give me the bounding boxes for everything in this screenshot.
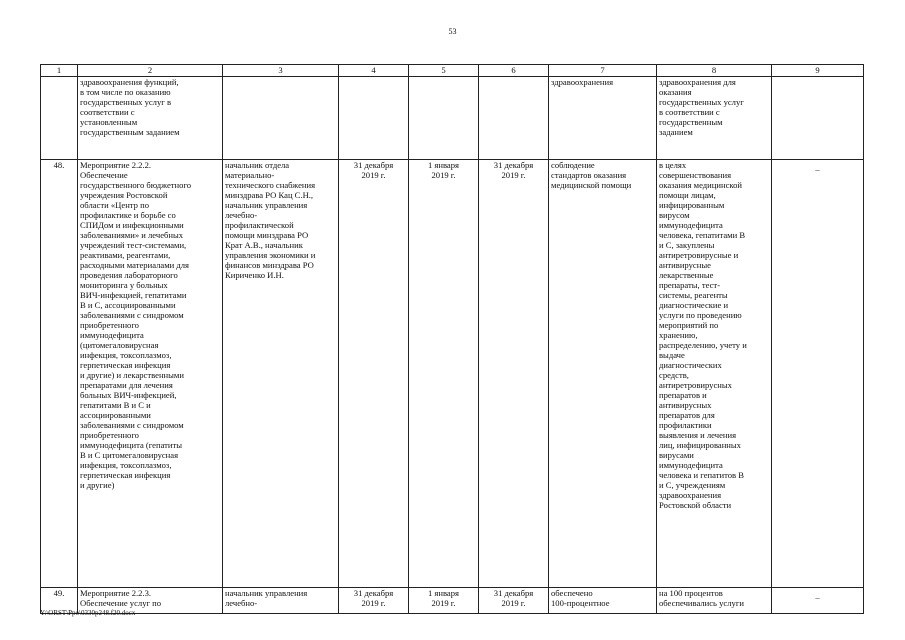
planned-result-cell: обеспечено 100-процентное [549, 588, 657, 614]
program-table [40, 64, 864, 614]
end-date-cell: 31 декабря 2019 г. [479, 160, 549, 588]
column-header: 2 [78, 65, 223, 77]
actual-result-cell: здравоохранения для оказания государственных услуг в соответствии с государственным заданием [657, 77, 772, 160]
column-header: 4 [339, 65, 409, 77]
column-header: 1 [41, 65, 78, 77]
start-date-cell: 1 января 2019 г. [409, 160, 479, 588]
column-header: 3 [223, 65, 339, 77]
responsible-cell: начальник отдела материально- технического снабжения минздрава РО Кац С.Н., начальник управления лечебно- профилактической помощи минздрава РО Крат А.В., начальник управления экономики и финансов минздрава РО Кириченко И.Н. [223, 160, 339, 588]
responsible-cell: начальник управления лечебно- [223, 588, 339, 614]
plan-date-cell: 31 декабря 2019 г. [339, 588, 409, 614]
start-date-cell: 1 января 2019 г. [409, 588, 479, 614]
plan-date-cell [339, 77, 409, 160]
end-date-cell: 31 декабря 2019 г. [479, 588, 549, 614]
reason-cell [772, 77, 864, 160]
reason-cell: – [772, 588, 864, 614]
row-number-cell: 48. [41, 160, 78, 588]
table-row [41, 588, 864, 614]
reason-cell: – [772, 160, 864, 588]
column-number-row [41, 65, 864, 77]
start-date-cell [409, 77, 479, 160]
page-number: 53 [448, 27, 457, 36]
event-name-cell: здравоохранения функций, в том числе по оказанию государственных услуг в соответствии с установленным государственным заданием [78, 77, 223, 160]
row-number-cell: 49. [41, 588, 78, 614]
event-name-cell: Мероприятие 2.2.2. Обеспечение государственного бюджетного учреждения Ростовской области «Центр по профилактике и борьбе со СПИДом и инфекционными заболеваниями» и лечебных учреждений тест-системами, реактивами, реагентами, расходными материалами для проведения лабораторного мониторинга у больных ВИЧ-инфекцией, гепатитами В и С, ассоциированными заболеваниями с синдромом приобретенного иммунодефицита (цитомегаловирусная инфекция, токсоплазмоз, герпетическая инфекция и другие) и лекарственными препаратами для лечения больных ВИЧ-инфекцией, гепатитами В и С и ассоциированными заболеваниями с синдромом приобретенного иммунодефицита (гепатиты В и С цитомегаловирусная инфекция, токсоплазмоз, герпетическая инфекция и другие) [78, 160, 223, 588]
column-header: 7 [549, 65, 657, 77]
actual-result-cell: на 100 процентов обеспечивались услуги [657, 588, 772, 614]
column-header: 5 [409, 65, 479, 77]
plan-date-cell: 31 декабря 2019 г. [339, 160, 409, 588]
responsible-cell [223, 77, 339, 160]
planned-result-cell: соблюдение стандартов оказания медицинской помощи [549, 160, 657, 588]
row-number-cell [41, 77, 78, 160]
column-header: 9 [772, 65, 864, 77]
table-row [41, 160, 864, 588]
table-row [41, 77, 864, 160]
column-header: 8 [657, 65, 772, 77]
event-name-cell: Мероприятие 2.2.3. Обеспечение услуг по [78, 588, 223, 614]
file-path-footer: Y:\ORST\Ppo\0330p248.f20.docx [40, 609, 136, 617]
column-header: 6 [479, 65, 549, 77]
end-date-cell [479, 77, 549, 160]
planned-result-cell: здравоохранения [549, 77, 657, 160]
actual-result-cell: в целях совершенствования оказания медицинской помощи лицам, инфицированным вирусом иммунодефицита человека, гепатитами В и С, закуплены антиретровирусные и антивирусные лекарственные препараты, тест- системы, реагенты диагностические и услуги по проведению мероприятий по хранению, распределению, учету и выдаче диагностических средств, антиретровирусных препаратов и антивирусных препаратов для профилактики выявления и лечения лиц, инфицированных вирусами иммунодефицита человека и гепатитов В и С, учреждениям здравоохранения Ростовской области [657, 160, 772, 588]
